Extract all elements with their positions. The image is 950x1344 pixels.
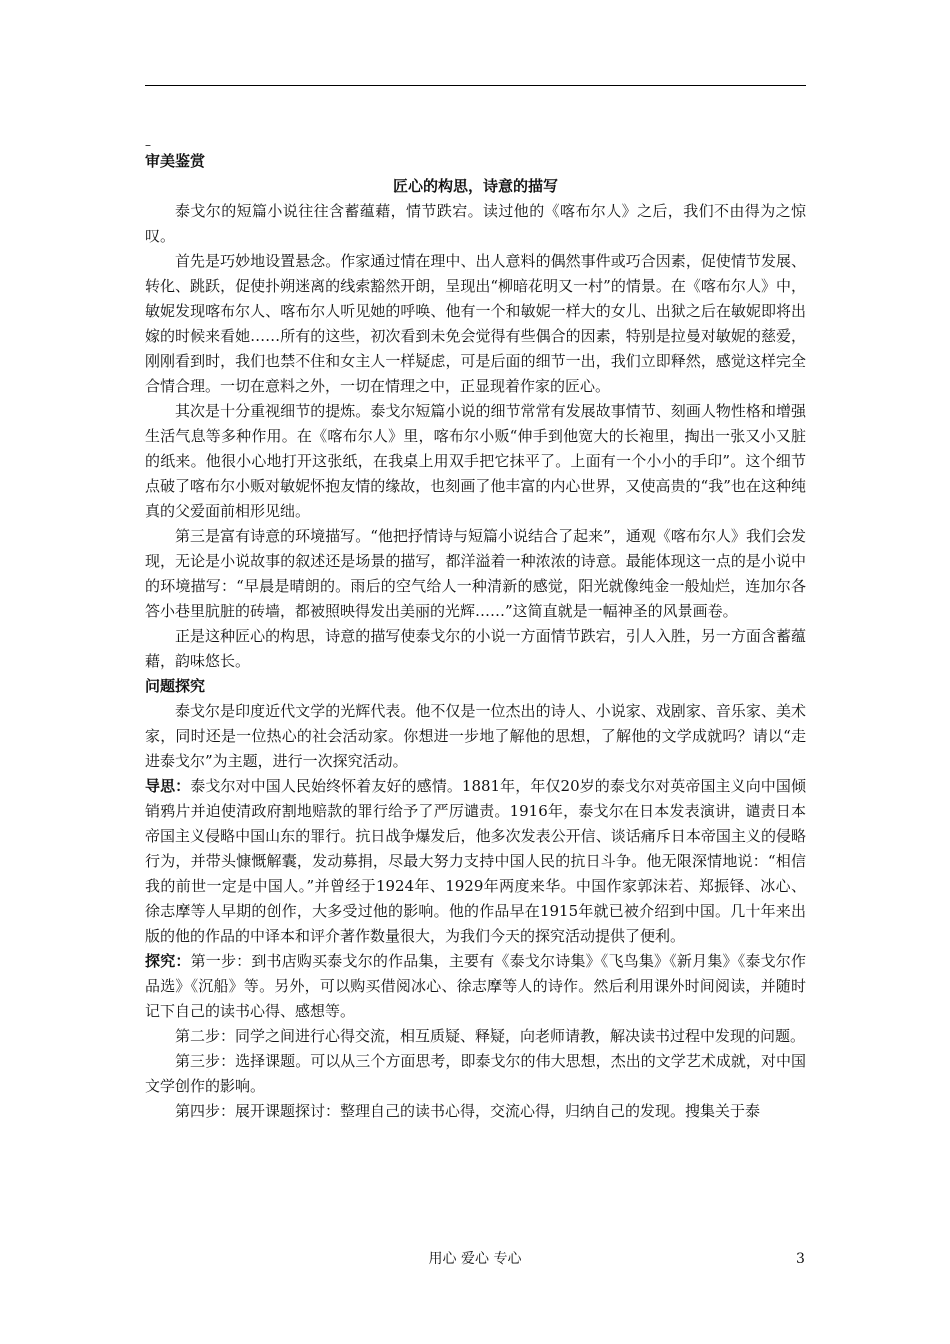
guide-label: 导思： [145,777,191,795]
explore-label: 探究： [145,952,191,970]
section-heading-inquiry: 问题探究 [145,677,206,695]
stray-dash: – [145,138,151,152]
paragraph: 泰戈尔的短篇小说往往含蓄蕴藉，情节跌宕。读过他的《喀布尔人》之后，我们不由得为之惊叹。 [145,202,806,245]
article-title: 匠心的构思，诗意的描写 [392,177,558,195]
explore-paragraph [145,949,806,1024]
section-heading-aesthetic: 审美鉴赏 [145,152,206,170]
footer-motto: 用心 爱心 专心 [428,1251,522,1267]
paragraph: 其次是十分重视细节的提炼。泰戈尔短篇小说的细节常常有发展故事情节、刻画人物性格和增强生活气息等多种作用。在《喀布尔人》里，喀布尔小贩“伸手到他宽大的长袍里，掏出一张又小又脏的纸来。他很小心地打开这张纸，在我桌上用双手把它抹平了。上面有一个小小的手印”。这个细节点破了喀布尔小贩对敏妮怀抱友情的缘故，也刻画了他丰富的内心世界，又使高贵的“我”也在这种纯真的父爱面前相形见绌。 [145,402,806,520]
inquiry-intro: 泰戈尔是印度近代文学的光辉代表。他不仅是一位杰出的诗人、小说家、戏剧家、音乐家、美术家，同时还是一位热心的社会活动家。你想进一步地了解他的思想，了解他的文学成就吗？请以“走进泰戈尔”为主题，进行一次探究活动。 [145,702,806,770]
guide-paragraph [145,774,806,949]
page-number: 3 [796,1251,805,1267]
paragraph: 首先是巧妙地设置悬念。作家通过情在理中、出人意料的偶然事件或巧合因素，促使情节发展、转化、跳跃，促使扑朔迷离的线索豁然开朗，呈现出“柳暗花明又一村”的情景。在《喀布尔人》中，敏妮发现喀布尔人、喀布尔人听见她的呼唤、他有一个和敏妮一样大的女儿、出狱之后在敏妮即将出嫁的时候来看她……所有的这些，初次看到未免会觉得有些偶合的因素，特别是拉曼对敏妮的慈爱，刚刚看到时，我们也禁不住和女主人一样疑虑，可是后面的细节一出，我们立即释然，感觉这样完全合情合理。一切在意料之外，一切在情理之中，正显现着作家的匠心。 [145,252,806,395]
explore-text: 第一步：到书店购买泰戈尔的作品集，主要有《泰戈尔诗集》《飞鸟集》《新月集》《泰戈尔作品选》《沉船》等。另外，可以购买借阅冰心、徐志摩等人的诗作。然后利用课外时间阅读，并随时记下自己的读书心得、感想等。 [145,952,806,1020]
guide-text: 泰戈尔对中国人民始终怀着友好的感情。1881年，年仅20岁的泰戈尔对英帝国主义向中国倾销鸦片并迫使清政府割地赔款的罪行给予了严厉谴责。1916年，泰戈尔在日本发表演讲，谴责日本帝国主义侵略中国山东的罪行。抗日战争爆发后，他多次发表公开信、谈话痛斥日本帝国主义的侵略行为，并带头慷慨解囊，发动募捐，尽最大努力支持中国人民的抗日斗争。他无限深情地说：“相信我的前世一定是中国人。”并曾经于1924年、1929年两度来华。中国作家郭沫若、郑振铎、冰心、徐志摩等人早期的创作，大多受过他的影响。他的作品早在1915年就已被介绍到中国。几十年来出版的他的作品的中译本和评介著作数量很大，为我们今天的探究活动提供了便利。 [145,777,806,945]
page-content [145,149,806,1124]
step-paragraph: 第二步：同学之间进行心得交流，相互质疑、释疑，向老师请教，解决读书过程中发现的问题。 [175,1027,806,1045]
header-rule [145,85,806,86]
step-paragraph: 第四步：展开课题探讨：整理自己的读书心得，交流心得，归纳自己的发现。搜集关于泰 [175,1102,761,1120]
paragraph: 第三是富有诗意的环境描写。“他把抒情诗与短篇小说结合了起来”，通观《喀布尔人》我们会发现，无论是小说故事的叙述还是场景的描写，都洋溢着一种浓浓的诗意。最能体现这一点的是小说中的环境描写：“早晨是晴朗的。雨后的空气给人一种清新的感觉，阳光就像纯金一般灿烂，连加尔各答小巷里肮脏的砖墙，都被照映得发出美丽的光辉……”这简直就是一幅神圣的风景画卷。 [145,527,806,620]
step-paragraph: 第三步：选择课题。可以从三个方面思考，即泰戈尔的伟大思想，杰出的文学艺术成就，对中国文学创作的影响。 [145,1052,806,1095]
paragraph: 正是这种匠心的构思，诗意的描写使泰戈尔的小说一方面情节跌宕，引人入胜，另一方面含蓄蕴藉，韵味悠长。 [145,627,806,670]
